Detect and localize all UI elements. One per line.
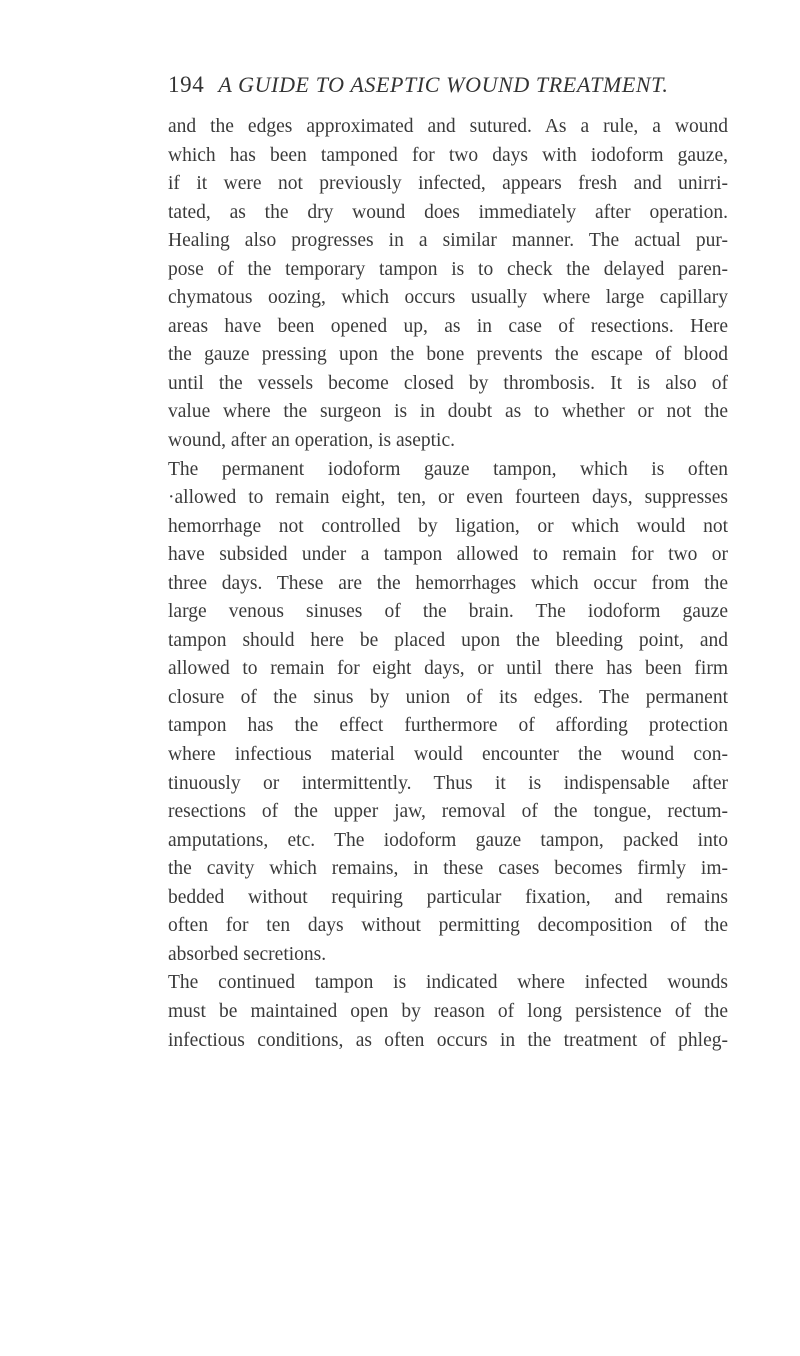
text-line: large venous sinuses of the brain. The iodoform gauze (168, 601, 728, 623)
text-line: bedded without requiring particular fixation, and remains (168, 886, 728, 908)
page-number: 194 (168, 72, 205, 97)
text-line: value where the surgeon is in doubt as to whether or not the (168, 401, 728, 423)
text-line: the cavity which remains, in these cases becomes firmly im- (168, 858, 728, 880)
text-line: until the vessels become closed by thrombosis. It is also of (168, 372, 728, 394)
text-line: where infectious material would encounter the wound con- (168, 744, 728, 766)
text-line: Healing also progresses in a similar manner. The actual pur- (168, 230, 728, 252)
text-line: The permanent iodoform gauze tampon, which is often (168, 458, 728, 480)
running-head (168, 72, 728, 98)
text-line: tampon should here be placed upon the bleeding point, and (168, 629, 728, 651)
text-line: areas have been opened up, as in case of resections. Here (168, 315, 728, 337)
text-line: must be maintained open by reason of long persistence of the (168, 1000, 728, 1022)
text-line: infectious conditions, as often occurs in the treatment of phleg- (168, 1029, 728, 1051)
text-line: pose of the temporary tampon is to check the delayed paren- (168, 258, 728, 280)
text-line: which has been tamponed for two days with iodoform gauze, (168, 144, 728, 166)
text-line: chymatous oozing, which occurs usually where large capillary (168, 287, 728, 309)
text-line: The continued tampon is indicated where infected wounds (168, 972, 728, 994)
text-line: tinuously or intermittently. Thus it is indispensable after (168, 772, 728, 794)
text-line: closure of the sinus by union of its edges. The permanent (168, 686, 728, 708)
text-line: tampon has the effect furthermore of affording protection (168, 715, 728, 737)
text-line: tated, as the dry wound does immediately after operation. (168, 201, 728, 223)
text-line: three days. These are the hemorrhages which occur from the (168, 572, 728, 594)
text-line: allowed to remain for eight days, or until there has been firm (168, 658, 728, 680)
body-text (168, 113, 728, 1055)
text-line: resections of the upper jaw, removal of the tongue, rectum- (168, 801, 728, 823)
text-line: amputations, etc. The iodoform gauze tampon, packed into (168, 829, 728, 851)
running-title: A GUIDE TO ASEPTIC WOUND TREATMENT. (218, 72, 669, 97)
text-line: wound, after an operation, is aseptic. (168, 430, 455, 452)
text-line: have subsided under a tampon allowed to remain for two or (168, 544, 728, 566)
text-line: often for ten days without permitting decomposition of the (168, 915, 728, 937)
text-line: the gauze pressing upon the bone prevents the escape of blood (168, 344, 728, 366)
text-line: ·allowed to remain eight, ten, or even fourteen days, suppresses (168, 487, 728, 509)
text-line: hemorrhage not controlled by ligation, or which would not (168, 515, 728, 537)
text-line: and the edges approximated and sutured. As a rule, a wound (168, 116, 728, 137)
text-line: if it were not previously infected, appears fresh and unirri- (168, 173, 728, 195)
text-line: absorbed secretions. (168, 943, 327, 965)
